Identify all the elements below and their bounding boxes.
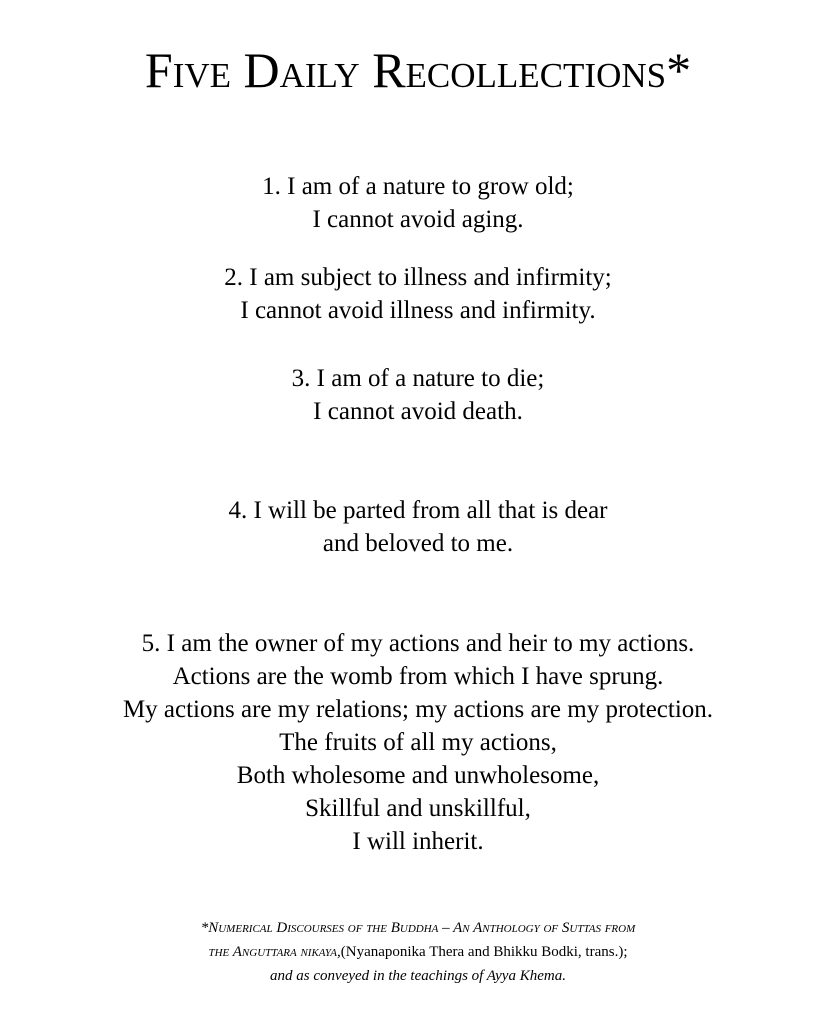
recollection-line: I cannot avoid illness and infirmity. [240,297,596,324]
recollection-line: I cannot avoid aging. [312,206,524,233]
recollection-line: 5. I am the owner of my actions and heir to my actions. [141,630,695,657]
recollection-line: Skillful and unskillful, [305,795,531,822]
recollection-1 [0,170,836,236]
recollection-line: I cannot avoid death. [313,398,523,425]
recollection-line: 2. I am subject to illness and infirmity; [224,264,612,291]
recollection-line: 4. I will be parted from all that is dear [228,497,608,524]
recollection-4 [0,494,836,560]
recollection-line: Actions are the womb from which I have sprung. [172,663,664,690]
footnote-source-nikaya: the Anguttara nikaya, [208,944,341,960]
footnote-attribution: and as conveyed in the teachings of Ayya Khema. [270,968,566,984]
footnote [0,916,836,988]
recollection-line: and beloved to me. [322,530,514,557]
page-title: Five Daily Recollections* [144,42,692,98]
recollection-line: 1. I am of a nature to grow old; [262,173,574,200]
recollection-line: Both wholesome and unwholesome, [236,762,600,789]
footnote-translators: (Nyanaponika Thera and Bhikku Bodki, trans.); [340,944,628,960]
recollection-line: 3. I am of a nature to die; [291,365,545,392]
recollection-line: I will inherit. [352,828,484,855]
footnote-source-title: *Numerical Discourses of the Buddha – An Anthology of Suttas from [200,920,636,936]
recollection-line: The fruits of all my actions, [279,729,557,756]
recollection-5 [0,627,836,858]
recollection-3 [0,362,836,428]
recollection-2 [0,261,836,327]
recollection-line: My actions are my relations; my actions are my protection. [122,696,714,723]
footnote-citation [0,940,836,964]
